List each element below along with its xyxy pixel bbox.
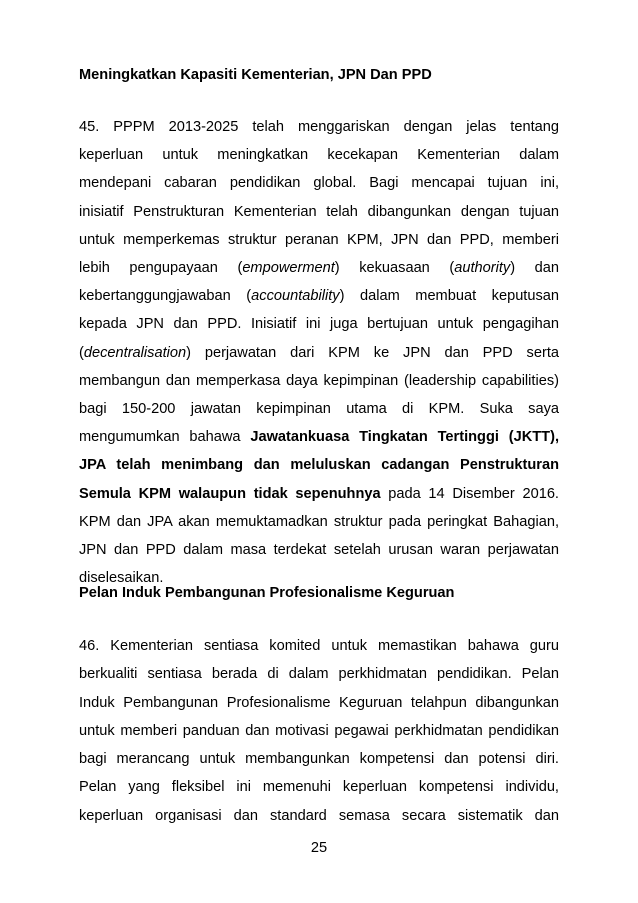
text-run: ) dan (510, 260, 560, 277)
paragraph-line: untuk memperkemas struktur peranan KPM, JPN dan PPD, memberi (79, 231, 559, 248)
italic-term: authority (454, 260, 511, 277)
section-heading-kapasiti: Meningkatkan Kapasiti Kementerian, JPN Dan PPD (79, 67, 432, 83)
paragraph-line: 46. Kementerian sentiasa komited untuk memastikan bahawa guru (79, 638, 559, 654)
page-number: 25 (310, 840, 328, 856)
paragraph-line: membangun dan memperkasa daya kepimpinan (leadership capabilities) (79, 372, 559, 389)
paragraph-line: KPM dan JPA akan memuktamadkan struktur pada peringkat Bahagian, (79, 513, 559, 530)
section-heading-pelan-induk: Pelan Induk Pembangunan Profesionalisme Keguruan (79, 585, 455, 601)
bold-text: Semula KPM walaupun tidak sepenuhnya (79, 485, 381, 502)
text-run: kebertanggungjawaban ( (79, 288, 252, 305)
paragraph-line (79, 423, 559, 451)
paragraph-line: inisiatif Penstrukturan Kementerian telah dibangunkan dengan tujuan (79, 203, 559, 220)
text-run: ( (79, 344, 84, 361)
italic-term: accountability (251, 288, 340, 305)
paragraph-45 (79, 113, 559, 592)
bold-text: JPA telah menimbang dan meluluskan cadangan Penstrukturan (79, 457, 559, 474)
paragraph-line (79, 480, 559, 508)
paragraph-line: JPN dan PPD dalam masa terdekat setelah urusan waran perjawatan (79, 542, 559, 559)
paragraph-line: Induk Pembangunan Profesionalisme Keguruan telahpun dibangunkan (79, 694, 559, 711)
paragraph-line: mendepani cabaran pendidikan global. Bagi mencapai tujuan ini, (79, 175, 559, 192)
paragraph-line (79, 451, 559, 479)
italic-term: decentralisation (83, 344, 187, 361)
paragraph-line: keperluan organisasi dan standard semasa secara sistematik dan (79, 807, 559, 824)
paragraph-line: keperluan untuk meningkatkan kecekapan Kementerian dalam (79, 147, 559, 164)
paragraph-line: bagi 150-200 jawatan kepimpinan utama di KPM. Suka saya (79, 401, 559, 418)
text-run: ) kekuasaan ( (334, 260, 455, 277)
paragraph-line: kepada JPN dan PPD. Inisiatif ini juga bertujuan untuk pengagihan (79, 316, 559, 333)
paragraph-line: 45. PPPM 2013-2025 telah menggariskan dengan jelas tentang (79, 119, 559, 135)
paragraph-line (79, 254, 559, 282)
paragraph-line: untuk memberi panduan dan motivasi pegawai perkhidmatan pendidikan (79, 722, 559, 739)
paragraph-line: bagi merancang untuk membangunkan kompetensi dan potensi diri. (79, 751, 559, 768)
text-run: ) dalam membuat keputusan (339, 288, 560, 305)
text-run: pada 14 Disember 2016. (380, 485, 559, 502)
text-run: mengumumkan bahawa (79, 429, 251, 446)
text-run: lebih pengupayaan ( (79, 260, 243, 277)
paragraph-line: Pelan yang fleksibel ini memenuhi keperluan kompetensi individu, (79, 779, 559, 796)
paragraph-line: diselesaikan. (79, 570, 164, 587)
paragraph-line: berkualiti sentiasa berada di dalam perkhidmatan pendidikan. Pelan (79, 666, 559, 683)
paragraph-46 (79, 632, 559, 830)
text-run: ) perjawatan dari KPM ke JPN dan PPD serta (186, 344, 559, 361)
bold-text: Jawatankuasa Tingkatan Tertinggi (JKTT), (250, 429, 560, 446)
paragraph-line (79, 339, 559, 367)
italic-term: empowerment (242, 260, 335, 277)
paragraph-line (79, 282, 559, 310)
